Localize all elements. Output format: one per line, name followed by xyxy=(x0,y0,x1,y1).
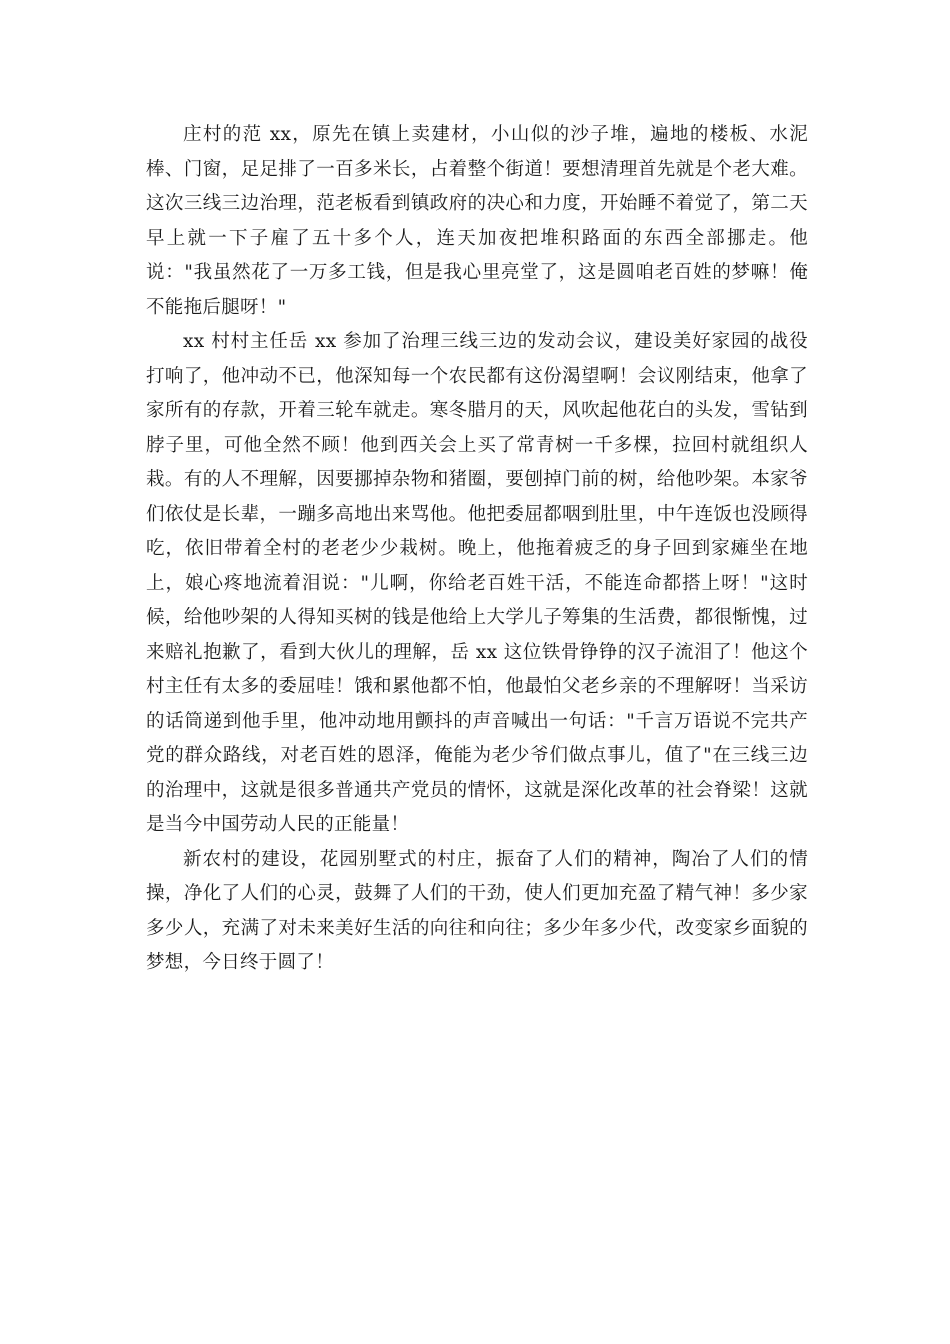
paragraph-fan: 庄村的范 xx，原先在镇上卖建材，小山似的沙子堆，遍地的楼板、水泥棒、门窗，足足排了一百多米长，占着整个街道！要想清理首先就是个老大难。这次三线三边治理，范老板看到镇政府的决心和力度，开始睡不着觉了，第二天早上就一下子雇了五十多个人，连天加夜把堆积路面的东西全部挪走。他说："我虽然花了一万多工钱，但是我心里亮堂了，这是圆咱老百姓的梦嘛！俺不能拖后腿呀！" xyxy=(146,124,808,318)
document-body xyxy=(146,118,808,981)
paragraph-new-village: 新农村的建设，花园别墅式的村庄，振奋了人们的精神，陶冶了人们的情操，净化了人们的心灵，鼓舞了人们的干劲，使人们更加充盈了精气神！多少家多少人，充满了对未来美好生活的向往和向往；多少年多少代，改变家乡面貌的梦想，今日终于圆了！ xyxy=(146,848,808,973)
paragraph-yue: xx 村村主任岳 xx 参加了治理三线三边的发动会议，建设美好家园的战役打响了，他冲动不已，他深知每一个农民都有这份渴望啊！会议刚结束，他拿了家所有的存款，开着三轮车就走。寒冬腊月的天，风吹起他花白的头发，雪钻到脖子里，可他全然不顾！他到西关会上买了常青树一千多棵，拉回村就组织人栽。有的人不理解，因要挪掉杂物和猪圈，要刨掉门前的树，给他吵架。本家爷们依仗是长辈，一蹦多高地出来骂他。他把委屈都咽到肚里，中午连饭也没顾得吃，依旧带着全村的老老少少栽树。晚上，他拖着疲乏的身子回到家瘫坐在地上，娘心疼地流着泪说："儿啊，你给老百姓干活，不能连命都搭上呀！"这时候，给他吵架的人得知买树的钱是他给上大学儿子筹集的生活费，都很惭愧，过来赔礼抱歉了，看到大伙儿的理解，岳 xx 这位铁骨铮铮的汉子流泪了！他这个村主任有太多的委屈哇！饿和累他都不怕，他最怕父老乡亲的不理解呀！当采访的话筒递到他手里，他冲动地用颤抖的声音喊出一句话："千言万语说不完共产党的群众路线，对老百姓的恩泽，俺能为老少爷们做点事儿，值了"在三线三边的治理中，这就是很多普通共产党员的情怀，这就是深化改革的社会脊梁！这就是当今中国劳动人民的正能量！ xyxy=(146,331,808,835)
